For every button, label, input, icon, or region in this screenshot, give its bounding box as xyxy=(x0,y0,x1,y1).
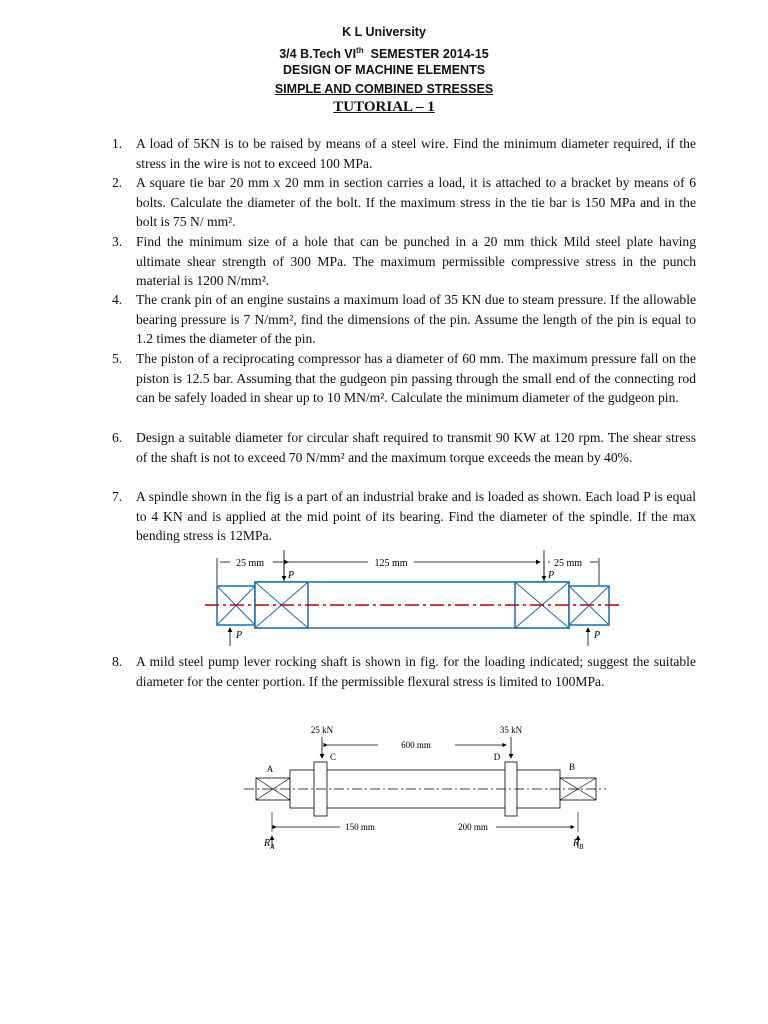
question-number: 8. xyxy=(112,654,123,669)
topic-title: SIMPLE AND COMBINED STRESSES xyxy=(274,82,494,96)
dim-left-label: 25 mm xyxy=(235,558,265,569)
question-2 xyxy=(112,173,696,232)
load-c-label: 25 kN xyxy=(310,725,334,735)
span-cd-label: 600 mm xyxy=(401,740,431,750)
question-7 xyxy=(112,487,696,546)
question-text: Find the minimum size of a hole that can be punched in a 20 mm thick Mild steel plate having ultimate shear strength of 300 MPa. The maximum permissible compressive stress in the punch material is 1200 N/mm². xyxy=(136,234,696,289)
question-number: 6. xyxy=(112,430,123,445)
reaction-a-symbol: R xyxy=(264,838,271,849)
load-d-label: 35 kN xyxy=(499,725,523,735)
course-prefix: 3/4 B.Tech VI xyxy=(279,47,357,62)
question-text: Design a suitable diameter for circular shaft required to transmit 90 KW at 120 rpm. The shear stress of the shaft is not to exceed 70 N/mm² and the maximum torque exceeds the mean by 40%. xyxy=(136,430,696,465)
university-title: K L University xyxy=(342,25,426,39)
question-3 xyxy=(112,232,696,291)
rocking-shaft-figure xyxy=(240,720,610,852)
question-4 xyxy=(112,290,696,349)
question-number: 4. xyxy=(112,292,123,307)
course-superscript: th xyxy=(356,46,364,55)
dim-right-label: 25 mm xyxy=(553,558,583,569)
load-label: P xyxy=(548,570,555,581)
tutorial-title: TUTORIAL – 1 xyxy=(333,99,435,115)
course-semester: SEMESTER 2014-15 xyxy=(363,47,489,62)
point-a-label: A xyxy=(266,764,274,774)
reaction-label: P xyxy=(236,630,243,641)
subject-title: DESIGN OF MACHINE ELEMENTS xyxy=(282,63,486,77)
question-text: A load of 5KN is to be raised by means of a steel wire. Find the minimum diameter required, if the stress in the wire is not to exceed 100 MPa. xyxy=(136,136,696,171)
spindle-figure xyxy=(200,550,630,646)
question-text: A square tie bar 20 mm x 20 mm in section carries a load, it is attached to a bracket by means of 6 bolts. Calculate the diameter of the bolt. If the maximum stress in the tie bar is 150 MPa and in the bolt is 75 N/ mm². xyxy=(136,175,696,230)
question-text: A spindle shown in the fig is a part of an industrial brake and is loaded as shown. Each load P is equal to 4 KN and is applied at the mid point of its bearing. Find the diameter of the spindle. If the max bending stress is 12MPa. xyxy=(136,489,696,544)
question-number: 5. xyxy=(112,351,123,366)
load-label: P xyxy=(288,570,295,581)
question-1 xyxy=(112,134,696,173)
question-8 xyxy=(112,652,696,691)
dim-db-label: 200 mm xyxy=(458,822,488,832)
reaction-a-label xyxy=(263,838,275,851)
question-5 xyxy=(112,349,696,408)
question-text: A mild steel pump lever rocking shaft is shown in fig. for the loading indicated; suggest the suitable diameter for the center portion. If the permissible flexural stress is limited to 100MPa. xyxy=(136,654,696,689)
question-number: 7. xyxy=(112,489,123,504)
question-number: 1. xyxy=(112,136,123,151)
question-number: 3. xyxy=(112,234,123,249)
question-6 xyxy=(112,428,696,467)
dim-mid-label: 125 mm xyxy=(374,558,408,569)
question-text: The piston of a reciprocating compressor has a diameter of 60 mm. The maximum pressure fall on the piston is 12.5 bar. Assuming that the gudgeon pin passing through the small end of the connecting rod can be safely loaded in shear up to 10 MN/m². Calculate the minimum diameter of the gudgeon pin. xyxy=(136,351,696,406)
reaction-b-label xyxy=(572,838,584,851)
reaction-b-subscript: B xyxy=(579,843,584,851)
question-text: The crank pin of an engine sustains a maximum load of 35 KN due to steam pressure. If the allowable bearing pressure is 7 N/mm², find the dimensions of the pin. Assume the length of the pin is equal to 1.2 times the diameter of the pin. xyxy=(136,292,696,347)
question-number: 2. xyxy=(112,175,123,190)
point-b-label: B xyxy=(568,762,576,772)
course-line xyxy=(0,43,768,62)
point-d-label: D xyxy=(493,752,501,762)
reaction-a-subscript: A xyxy=(270,843,275,851)
reaction-label: P xyxy=(594,630,601,641)
point-c-label: C xyxy=(329,752,337,762)
dim-ac-label: 150 mm xyxy=(345,822,375,832)
reaction-b-symbol: R xyxy=(573,838,580,849)
